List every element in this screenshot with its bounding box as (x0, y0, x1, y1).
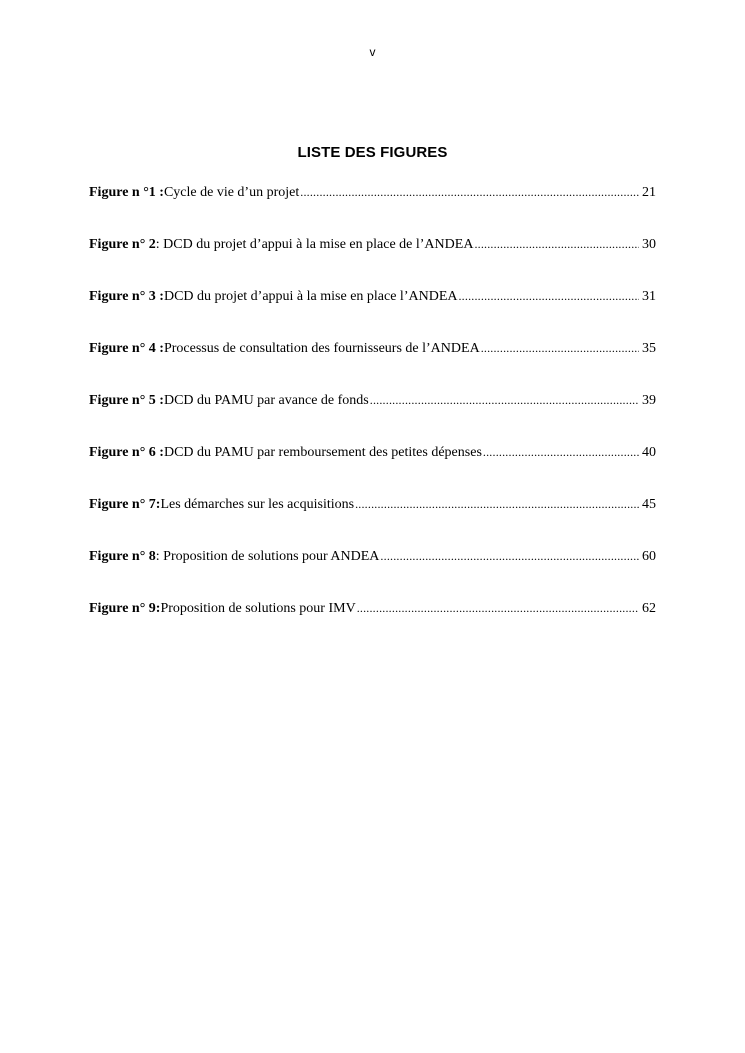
figure-entry-4[interactable] (89, 339, 656, 357)
dot-leader (481, 339, 639, 357)
figure-page: 40 (642, 445, 656, 460)
figure-title: DCD du PAMU par avance de fonds (163, 393, 369, 408)
figure-label: Figure n° 7: (89, 497, 161, 512)
figure-page: 31 (642, 289, 656, 304)
figure-title: Proposition de solutions pour IMV (160, 601, 356, 616)
dot-leader (357, 599, 639, 617)
figure-page: 35 (642, 341, 656, 356)
figure-label: Figure n° 6 : (89, 445, 164, 460)
figure-title: : DCD du projet d’appui à la mise en place de l’ANDEA (155, 237, 474, 252)
figure-label: Figure n° 3 : (89, 289, 164, 304)
figure-title: DCD du projet d’appui à la mise en place l’ANDEA (163, 289, 458, 304)
figure-entry-2[interactable] (89, 235, 656, 253)
figure-title: : Proposition de solutions pour ANDEA (155, 549, 380, 564)
figures-list (89, 183, 656, 651)
dot-leader (483, 443, 639, 461)
figure-label: Figure n° 5 : (89, 393, 164, 408)
figure-page: 62 (642, 601, 656, 616)
figure-title: Cycle de vie d’un projet (163, 185, 300, 200)
dot-leader (300, 183, 639, 201)
figure-page: 30 (642, 237, 656, 252)
figure-label: Figure n °1 : (89, 185, 164, 200)
dot-leader (474, 235, 639, 253)
figure-entry-5[interactable] (89, 391, 656, 409)
dot-leader (370, 391, 639, 409)
figure-label: Figure n° 8 (89, 549, 156, 564)
figure-entry-9[interactable] (89, 599, 656, 617)
dot-leader (355, 495, 639, 513)
figure-page: 45 (642, 497, 656, 512)
figure-title: Processus de consultation des fournisseurs de l’ANDEA (163, 341, 480, 356)
figure-title: DCD du PAMU par remboursement des petites dépenses (163, 445, 482, 460)
figure-label: Figure n° 9: (89, 601, 161, 616)
figure-entry-8[interactable] (89, 547, 656, 565)
figure-page: 39 (642, 393, 656, 408)
figure-entry-1[interactable] (89, 183, 656, 201)
figure-label: Figure n° 2 (89, 237, 156, 252)
figure-entry-7[interactable] (89, 495, 656, 513)
figure-page: 21 (642, 185, 656, 200)
page-number: v (369, 45, 376, 59)
figure-title: Les démarches sur les acquisitions (160, 497, 355, 512)
figure-label: Figure n° 4 : (89, 341, 164, 356)
dot-leader (458, 287, 639, 305)
page-title: LISTE DES FIGURES (297, 144, 448, 161)
figure-page: 60 (642, 549, 656, 564)
figure-entry-6[interactable] (89, 443, 656, 461)
dot-leader (380, 547, 639, 565)
figure-entry-3[interactable] (89, 287, 656, 305)
